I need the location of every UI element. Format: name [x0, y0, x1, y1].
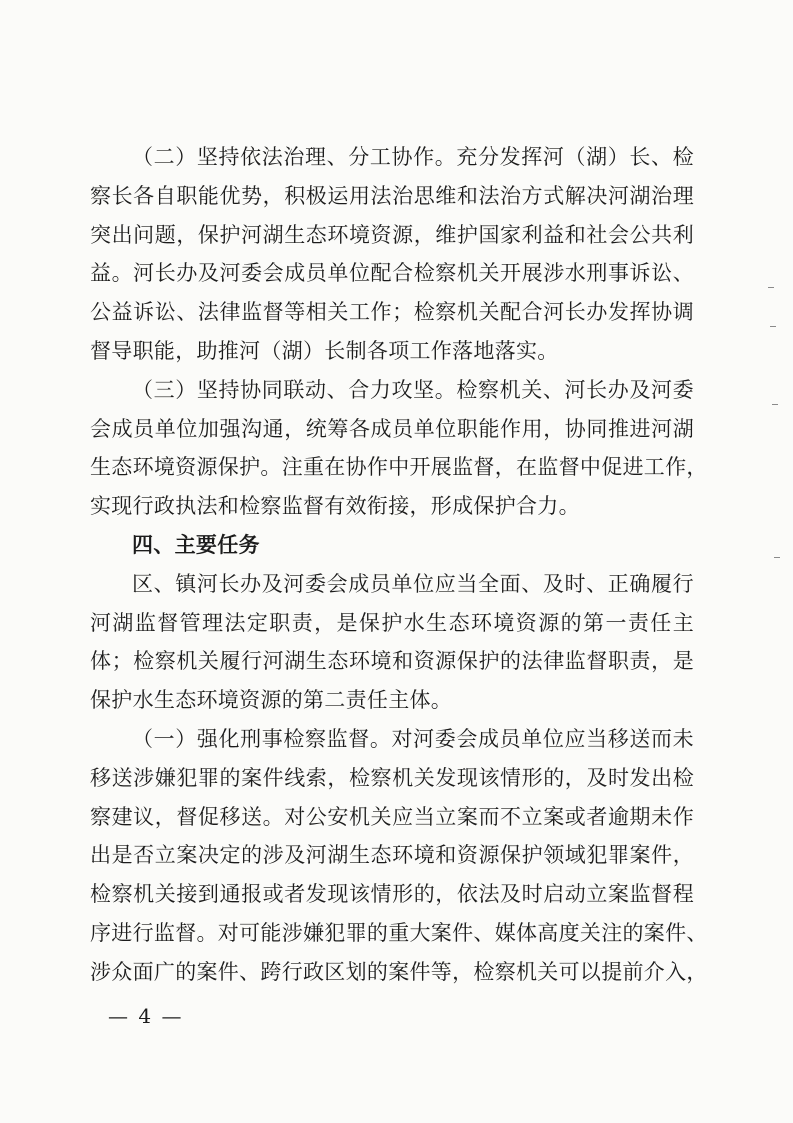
text-line: 实现行政执法和检察监督有效衔接，形成保护合力。 — [90, 494, 580, 519]
text-line: （三）坚持协同联动、合力攻坚。检察机关、河长办及河委 — [132, 377, 694, 402]
section-heading — [90, 526, 694, 565]
text-line: 区、镇河长办及河委会成员单位应当全面、及时、正确履行 — [132, 571, 694, 596]
text-line: 出是否立案决定的涉及河湖生态环境和资源保护领域犯罪案件， — [90, 843, 694, 868]
scan-mark — [768, 287, 774, 288]
text-line: 河湖监督管理法定职责，是保护水生态环境资源的第一责任主 — [90, 610, 694, 635]
text-line: 序进行监督。对可能涉嫌犯罪的重大案件、媒体高度关注的案件、 — [90, 920, 708, 945]
paragraph-principle-2 — [90, 138, 694, 371]
text-line: 涉众面广的案件、跨行政区划的案件等，检察机关可以提前介入， — [90, 959, 708, 984]
text-line: 生态环境资源保护。注重在协作中开展监督，在监督中促进工作， — [90, 455, 708, 480]
paragraph-responsibility — [90, 565, 694, 720]
text-line: 移送涉嫌犯罪的案件线索，检察机关发现该情形的，及时发出检 — [90, 765, 694, 790]
document-body — [90, 138, 708, 992]
text-line: 益。河长办及河委会成员单位配合检察机关开展涉水刑事诉讼、 — [90, 261, 694, 286]
heading-main-tasks: 四、主要任务 — [132, 532, 260, 557]
text-line: （二）坚持依法治理、分工协作。充分发挥河（湖）长、检 — [132, 145, 694, 169]
paragraph-task-1 — [90, 720, 708, 992]
scan-mark — [774, 557, 780, 558]
text-line: 察长各自职能优势，积极运用法治思维和法治方式解决河湖治理 — [90, 183, 694, 208]
text-line: 保护水生态环境资源的第二责任主体。 — [90, 688, 453, 713]
text-line: 突出问题，保护河湖生态环境资源，维护国家利益和社会公共利 — [90, 222, 694, 247]
text-line: 公益诉讼、法律监督等相关工作；检察机关配合河长办发挥协调 — [90, 300, 694, 325]
text-line: 体；检察机关履行河湖生态环境和资源保护的法律监督职责，是 — [90, 649, 694, 674]
text-line: 督导职能，助推河（湖）长制各项工作落地落实。 — [90, 338, 559, 363]
scan-mark — [772, 404, 778, 405]
text-line: 察建议，督促移送。对公安机关应当立案而不立案或者逾期未作 — [90, 804, 694, 829]
scan-mark — [770, 326, 776, 327]
text-line: （一）强化刑事检察监督。对河委会成员单位应当移送而未 — [132, 726, 694, 751]
page-number: — 4 — — [108, 1004, 184, 1028]
paragraph-principle-3 — [90, 371, 708, 526]
text-line: 会成员单位加强沟通，统筹各成员单位职能作用，协同推进河湖 — [90, 416, 694, 441]
text-line: 检察机关接到通报或者发现该情形的，依法及时启动立案监督程 — [90, 882, 694, 907]
